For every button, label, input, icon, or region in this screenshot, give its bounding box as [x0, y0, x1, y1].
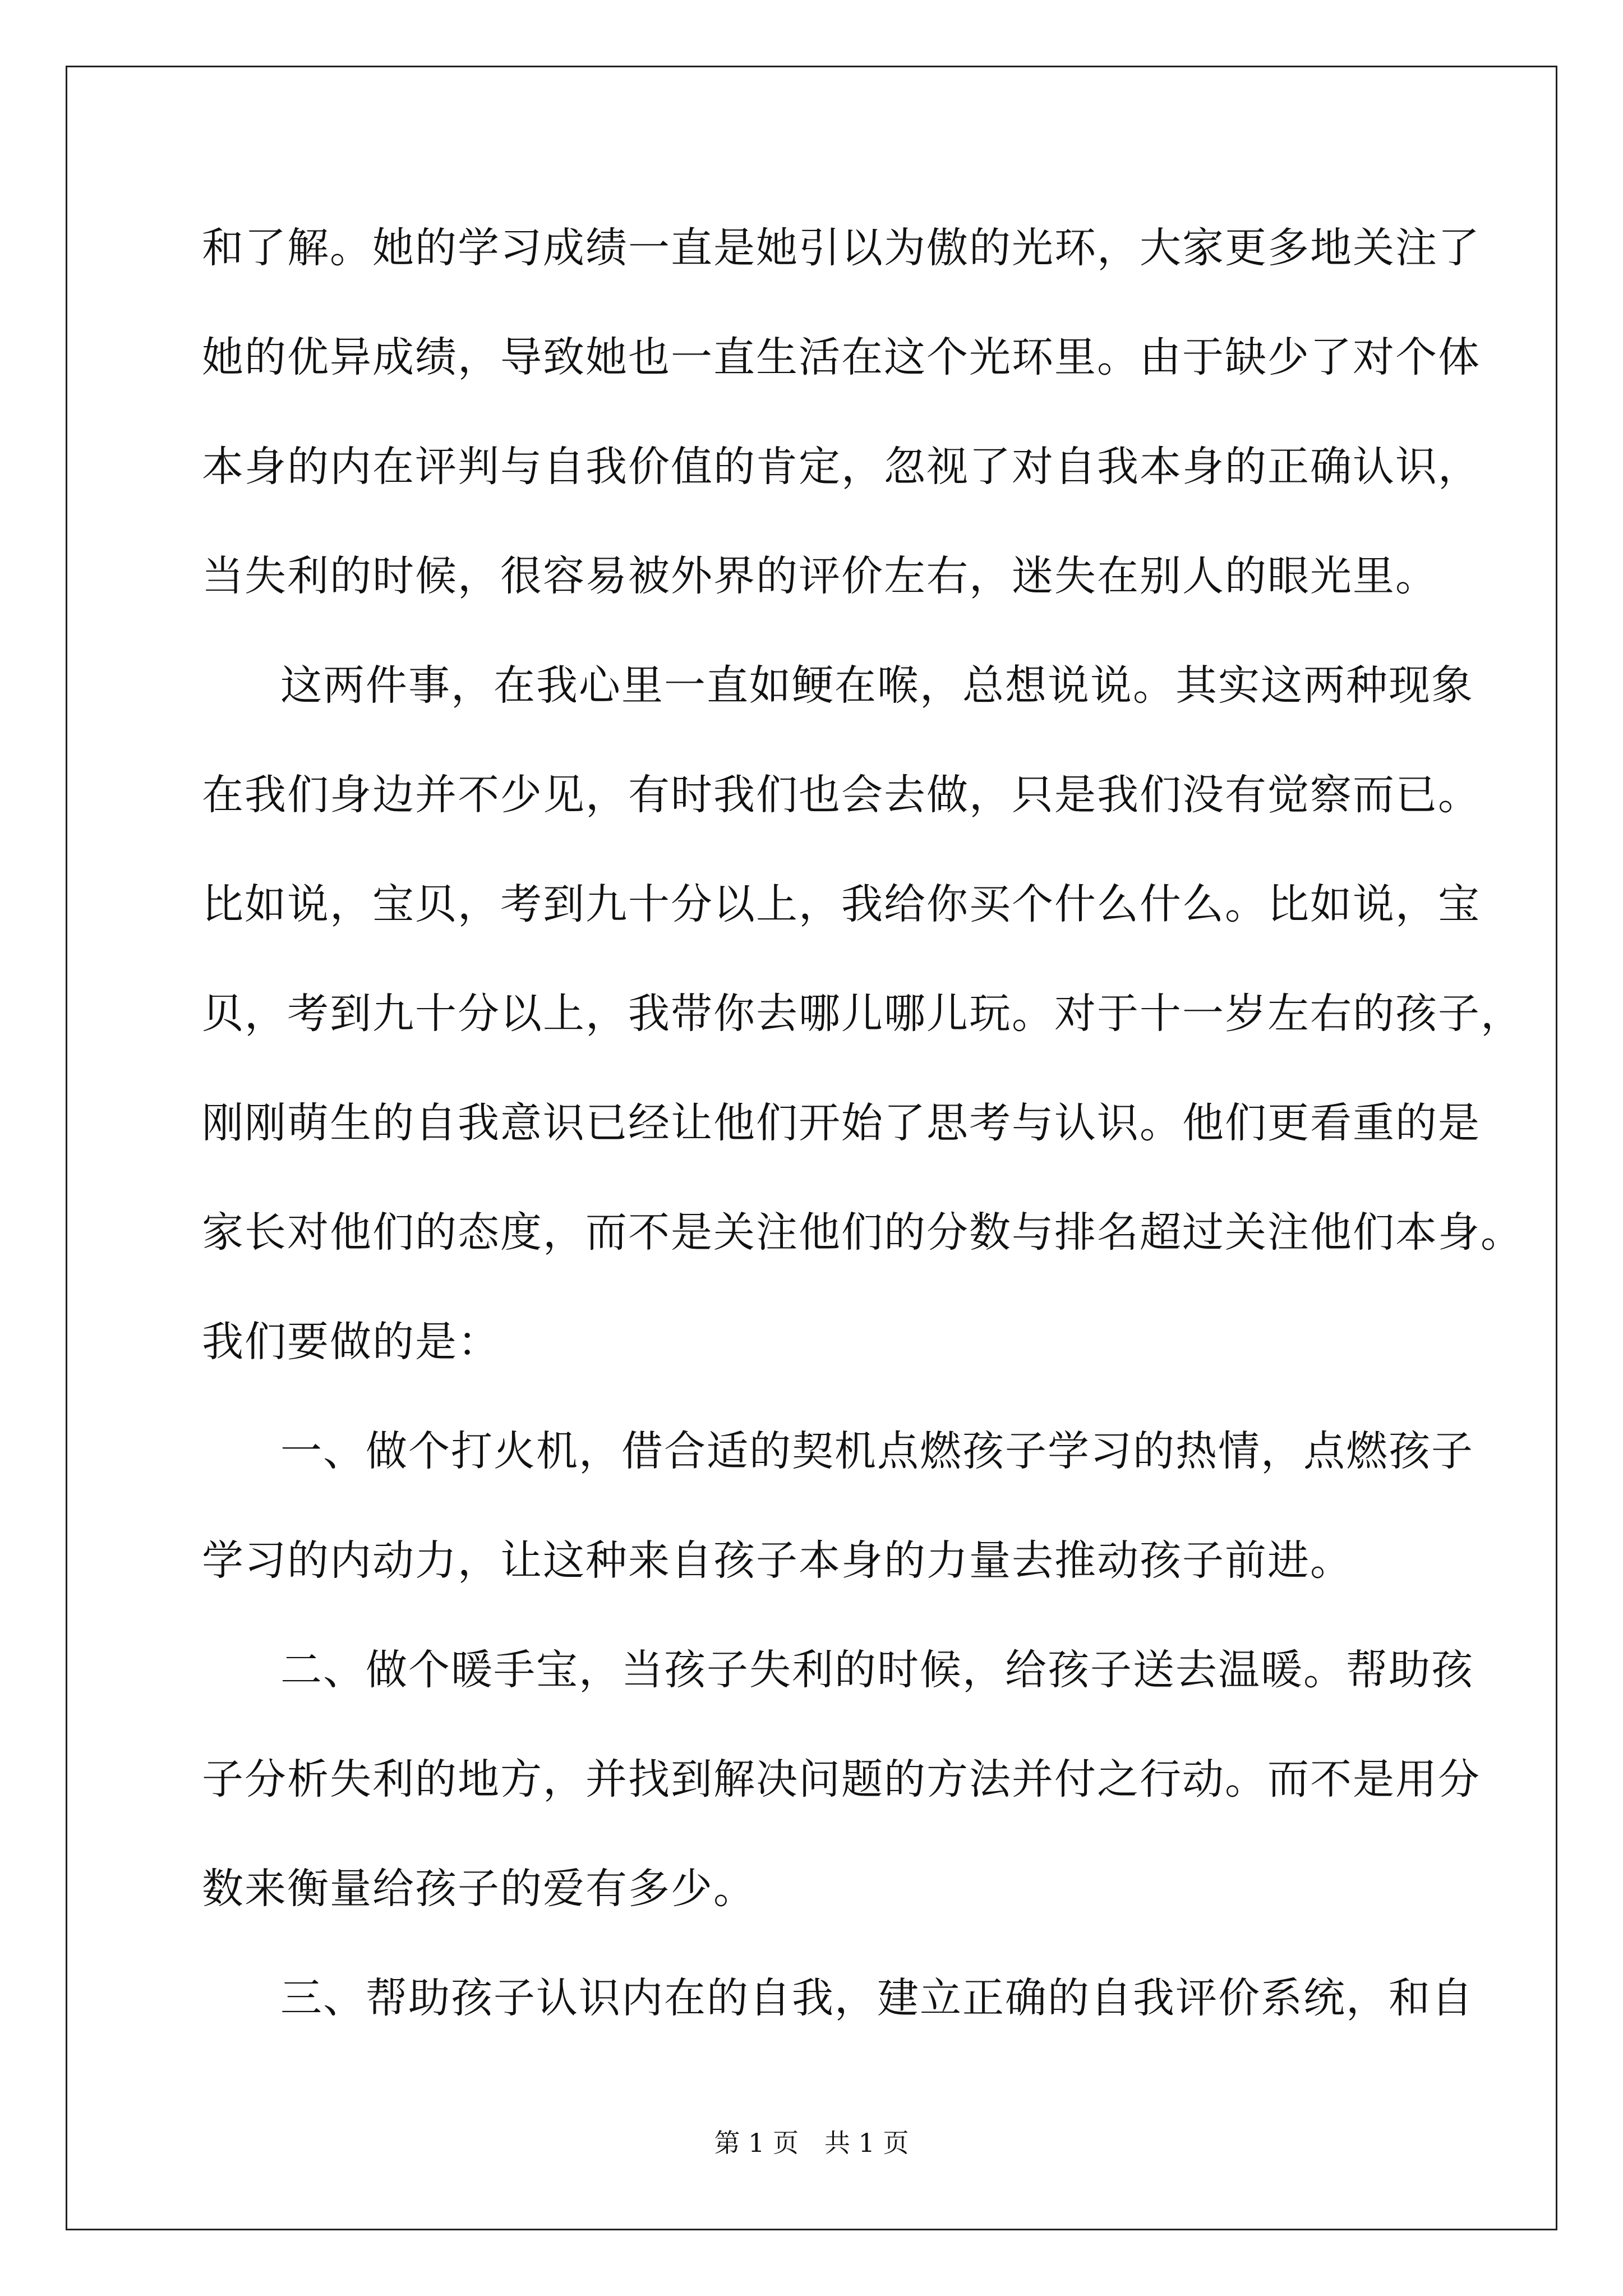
text-line-3: 本身的内在评判与自我价值的肯定，忽视了对自我本身的正确认识， [202, 443, 1481, 491]
text-line-16: 数来衡量给孩子的爱有多少。 [202, 1865, 756, 1913]
text-line-12: 一、做个打火机，借合适的契机点燃孩子学习的热情，点燃孩子 [280, 1427, 1474, 1475]
text-line-15: 子分析失利的地方，并找到解决问题的方法并付之行动。而不是用分 [202, 1755, 1481, 1803]
text-line-13: 学习的内动力，让这种来自孩子本身的力量去推动孩子前进。 [202, 1536, 1353, 1585]
text-line-10: 家长对他们的态度，而不是关注他们的分数与排名超过关注他们本身。 [202, 1208, 1523, 1257]
text-line-17: 三、帮助孩子认识内在的自我，建立正确的自我评价系统，和自 [280, 1974, 1474, 2022]
page-number-footer: 第 1 页 共 1 页 [714, 2128, 909, 2158]
text-line-7: 比如说，宝贝，考到九十分以上，我给你买个什么什么。比如说，宝 [202, 880, 1481, 928]
text-line-2: 她的优异成绩，导致她也一直生活在这个光环里。由于缺少了对个体 [202, 333, 1481, 381]
text-line-1: 和了解。她的学习成绩一直是她引以为傲的光环，大家更多地关注了 [202, 224, 1481, 272]
text-line-9: 刚刚萌生的自我意识已经让他们开始了思考与认识。他们更看重的是 [202, 1099, 1481, 1147]
text-line-14: 二、做个暖手宝，当孩子失利的时候，给孩子送去温暖。帮助孩 [280, 1646, 1474, 1694]
text-line-4: 当失利的时候，很容易被外界的评价左右，迷失在别人的眼光里。 [202, 552, 1438, 600]
text-line-5: 这两件事，在我心里一直如鲠在喉，总想说说。其实这两种现象 [280, 661, 1474, 710]
text-line-6: 在我们身边并不少见，有时我们也会去做，只是我们没有觉察而已。 [202, 771, 1481, 819]
text-line-8: 贝，考到九十分以上，我带你去哪儿哪儿玩。对于十一岁左右的孩子， [202, 990, 1523, 1038]
text-line-11: 我们要做的是： [202, 1318, 500, 1366]
